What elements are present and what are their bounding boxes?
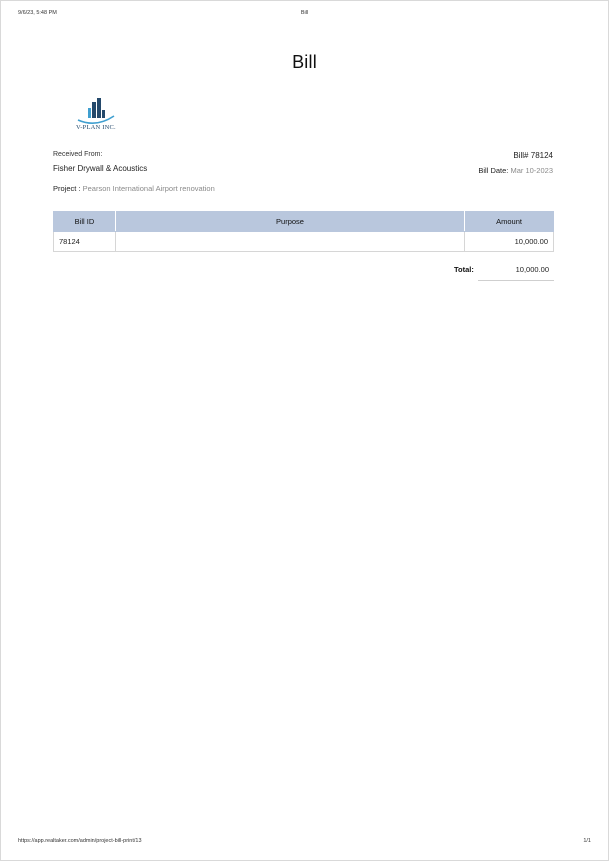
column-header-amount: Amount bbox=[465, 212, 554, 232]
total-value: 10,000.00 bbox=[515, 265, 549, 274]
logo-text: V-PLAN INC. bbox=[76, 124, 116, 131]
project-line bbox=[53, 184, 215, 193]
page-count: 1/1 bbox=[583, 838, 591, 844]
print-url: https://app.realtaker.com/admin/project-bill-print/13 bbox=[18, 838, 142, 844]
total-label: Total: bbox=[454, 265, 474, 274]
column-header-purpose: Purpose bbox=[115, 212, 464, 232]
table-row bbox=[54, 232, 554, 252]
bill-date-value: Mar 10-2023 bbox=[510, 166, 553, 175]
received-from-name: Fisher Drywall & Acoustics bbox=[53, 164, 148, 173]
print-header bbox=[18, 10, 591, 20]
cell-purpose bbox=[115, 232, 464, 252]
bill-date bbox=[478, 166, 553, 175]
total-underline bbox=[478, 280, 554, 281]
bill-number-label: Bill# bbox=[513, 151, 529, 160]
cell-bill-id: 78124 bbox=[54, 232, 116, 252]
print-date: 9/6/23, 5:48 PM bbox=[18, 10, 57, 16]
project-value: Pearson International Airport renovation bbox=[82, 184, 215, 193]
print-title: Bill bbox=[300, 10, 309, 16]
print-footer bbox=[18, 838, 591, 848]
received-from-label: Received From: bbox=[53, 151, 103, 158]
table-header-row bbox=[54, 212, 554, 232]
document-title: Bill bbox=[292, 52, 317, 72]
bill-number-value: 78124 bbox=[530, 151, 553, 160]
column-header-bill-id: Bill ID bbox=[54, 212, 116, 232]
cell-amount: 10,000.00 bbox=[465, 232, 554, 252]
project-label: Project : bbox=[53, 184, 81, 193]
bill-number bbox=[513, 151, 553, 160]
bill-items-table bbox=[53, 211, 554, 252]
building-logo-icon bbox=[74, 98, 120, 126]
bill-date-label: Bill Date: bbox=[478, 166, 509, 175]
